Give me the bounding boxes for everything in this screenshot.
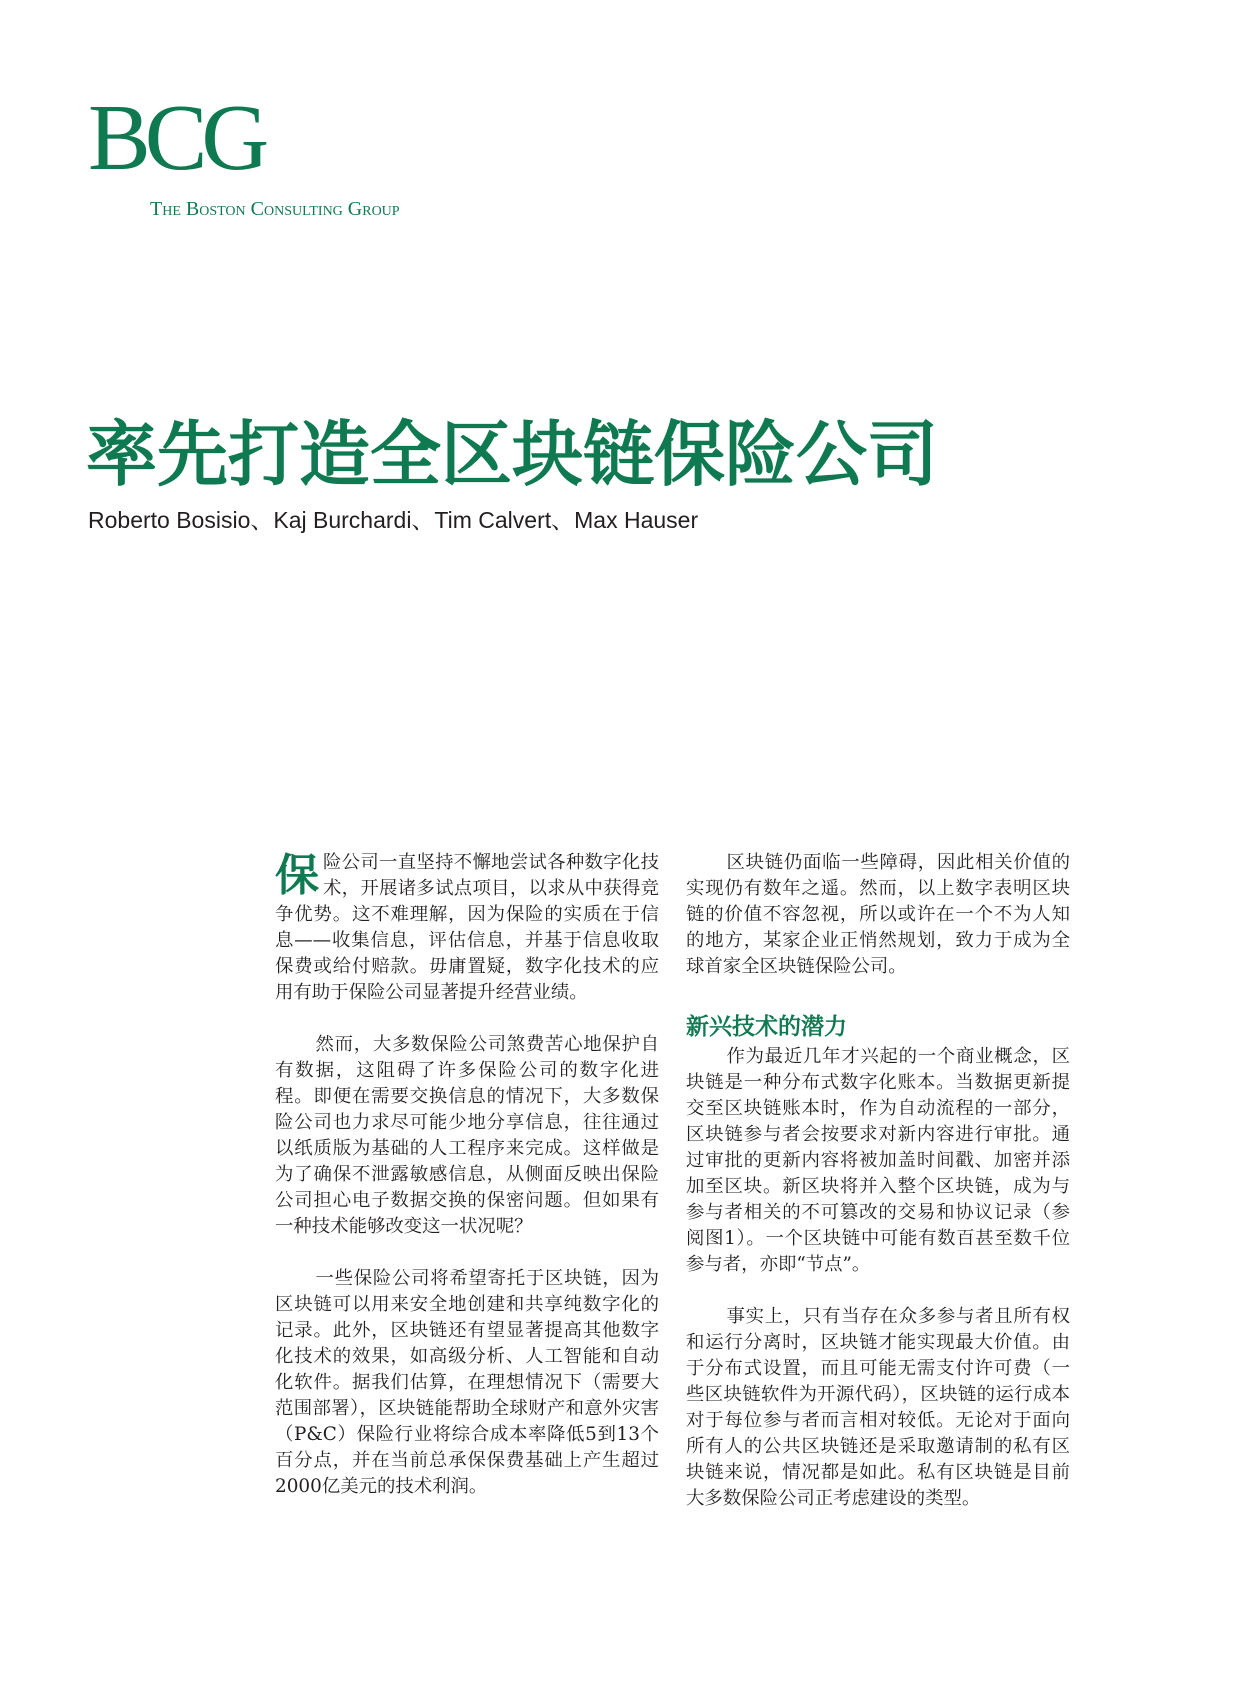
paragraph-3: 一些保险公司将希望寄托于区块链，因为区块链可以用来安全地创建和共享纯数字化的记录。此外，区块链还有望显著提高其他数字化技术的效果，如高级分析、人工智能和自动化软件。据我们估算，在理想情况下（需要大范围部署），区块链能帮助全球财产和意外灾害（P&C）保险行业将综合成本率降低5到13个百分点，并在当前总承保保费基础上产生超过2000亿美元的技术利润。 [275,1268,659,1497]
paragraph-4: 区块链仍面临一些障碍，因此相关价值的实现仍有数年之遥。然而，以上数字表明区块链的价值不容忽视，所以或许在一个不为人知的地方，某家企业正悄然规划，致力于成为全球首家全区块链保险公司。 [686,852,1070,977]
paragraph-1 [275,850,659,1006]
bcg-logo [88,86,400,220]
paragraph-5: 作为最近几年才兴起的一个商业概念，区块链是一种分布式数字化账本。当数据更新提交至区块链账本时，作为自动流程的一部分，区块链参与者会按要求对新内容进行审批。通过审批的更新内容将被加盖时间戳、加密并添加至区块。新区块将并入整个区块链，成为与参与者相关的不可篡改的交易和协议记录（参阅图1）。一个区块链中可能有数百甚至数千位参与者，亦即“节点”。 [686,1046,1070,1275]
section-heading: 新兴技术的潜力 [686,1013,847,1040]
bcg-logo-mark: BCG [88,86,264,190]
paragraph-1-text: 险公司一直坚持不懈地尝试各种数字化技术，开展诸多试点项目，以求从中获得竞争优势。这不难理解，因为保险的实质在于信息——收集信息，评估信息，并基于信息收取保费或给付赔款。毋庸置疑，数字化技术的应用有助于保险公司显著提升经营业绩。 [275,852,659,1003]
article-authors: Roberto Bosisio、Kaj Burchardi、Tim Calvert、Max Hauser [88,507,699,533]
article-title: 率先打造全区块链保险公司 [86,412,939,496]
text-column-left [275,850,659,1526]
paragraph-6: 事实上，只有当存在众多参与者且所有权和运行分离时，区块链才能实现最大价值。由于分布式设置，而且可能无需支付许可费（一些区块链软件为开源代码），区块链的运行成本对于每位参与者而言相对较低。无论对于面向所有人的公共区块链还是采取邀请制的私有区块链来说，情况都是如此。私有区块链是目前大多数保险公司正考虑建设的类型。 [686,1306,1070,1509]
drop-cap: 保 [275,850,319,901]
paragraph-2: 然而，大多数保险公司煞费苦心地保护自有数据，这阻碍了许多保险公司的数字化进程。即便在需要交换信息的情况下，大多数保险公司也力求尽可能少地分享信息，往往通过以纸质版为基础的人工程序来完成。这样做是为了确保不泄露敏感信息，从侧面反映出保险公司担心电子数据交换的保密问题。但如果有一种技术能够改变这一状况呢？ [275,1034,659,1237]
text-column-right [686,850,1070,1538]
bcg-logo-text: The Boston Consulting Group [150,198,400,220]
